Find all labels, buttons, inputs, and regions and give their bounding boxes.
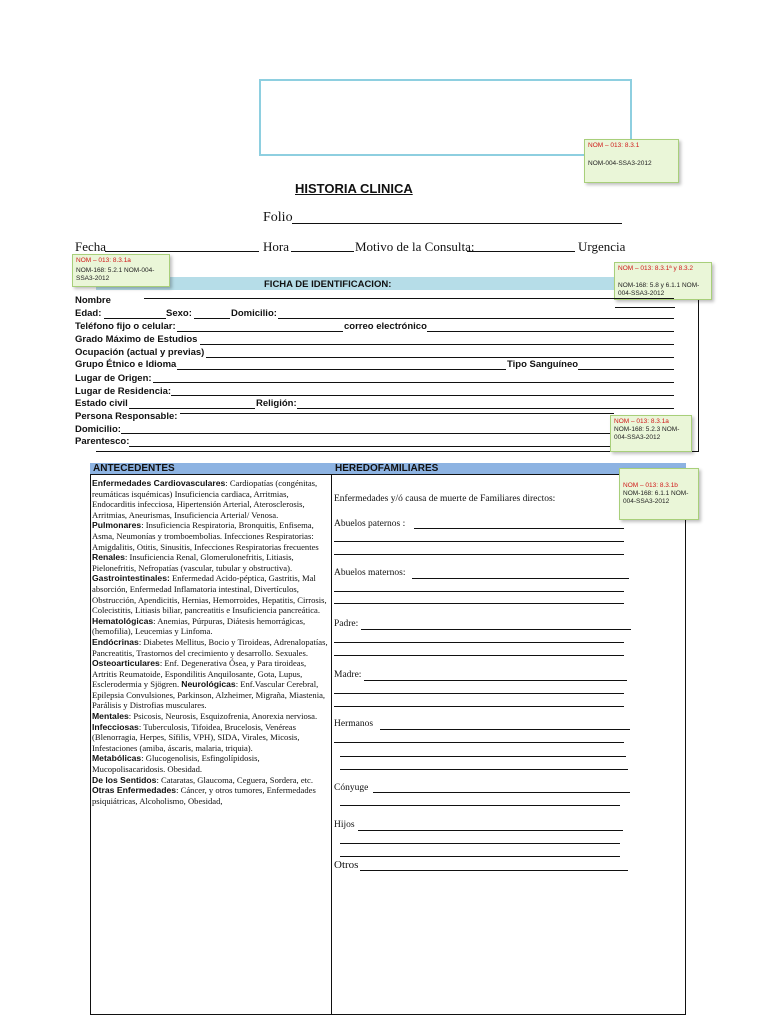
maternos-line-2[interactable] bbox=[334, 591, 624, 592]
origen-field[interactable] bbox=[153, 382, 674, 383]
hijos-line-2[interactable] bbox=[340, 843, 620, 844]
osteo-text: : Enf. Degenerativa Ósea, y Para tiroideas, Artritis Reumatoide, Espondilitis Anquilosante, Gota, Lupus, Esclerodermia y Sjögren. bbox=[92, 658, 307, 690]
renal-text: : Insuficiencia Renal, Glomerulonefritis, Litiasis, Pielonefritis, Nefropatías (vascular, tubular y obstructiva). bbox=[92, 552, 294, 573]
ficha-header: FICHA DE IDENTIFICACION: bbox=[264, 279, 392, 290]
hijos-line-1[interactable] bbox=[358, 830, 623, 831]
hijos-line-3[interactable] bbox=[340, 856, 620, 857]
domicilio-field[interactable] bbox=[278, 318, 674, 319]
paternos-line-1[interactable] bbox=[414, 528, 624, 529]
madre-line-3[interactable] bbox=[334, 706, 624, 707]
renal-heading: Renales bbox=[92, 552, 125, 563]
osteo-heading: Osteoarticulares bbox=[92, 658, 160, 669]
motivo-field[interactable] bbox=[467, 251, 575, 252]
grado-field[interactable] bbox=[200, 344, 674, 345]
ocupacion-label: Ocupación (actual y previas) bbox=[75, 347, 205, 358]
pulmo-text: : Insuficiencia Respiratoria, Bronquitis, Enfisema, Asma, Neumonías y tromboembolias. Infecciones Respiratorias: Amigdalitis, Otitis, Sinusitis, Infecciones Respiratorias frecuentes bbox=[92, 520, 319, 552]
note-1-reference: NOM – 013: 8.3.1 bbox=[588, 142, 640, 149]
note-2-reference: NOM – 013: 8.3.1a bbox=[76, 257, 131, 264]
madre-label: Madre: bbox=[334, 670, 362, 680]
conyuge-line-1[interactable] bbox=[373, 792, 630, 793]
edad-field[interactable] bbox=[104, 318, 166, 319]
note-1-standard: NOM-004-SSA3-2012 bbox=[588, 160, 652, 167]
infec-heading: Infecciosas bbox=[92, 721, 139, 732]
maternos-line-3[interactable] bbox=[334, 603, 624, 604]
nombre-field-2[interactable] bbox=[615, 307, 675, 308]
nombre-label: Nombre bbox=[75, 295, 111, 306]
note-3-reference: NOM – 013: 8.3.1ª y 8.3.2 bbox=[618, 265, 694, 272]
fecha-label: Fecha bbox=[75, 239, 107, 254]
fecha-field[interactable] bbox=[105, 251, 259, 252]
estado-civil-label: Estado civil bbox=[75, 398, 128, 409]
mental-heading: Mentales bbox=[92, 711, 129, 722]
mental-text: : Psicosis, Neurosis, Esquizofrenia, Anorexia nerviosa. bbox=[128, 711, 318, 722]
hema-heading: Hematológicas bbox=[92, 615, 154, 626]
ocupacion-field[interactable] bbox=[206, 357, 674, 358]
parentesco-label: Parentesco: bbox=[75, 436, 130, 447]
nombre-field[interactable] bbox=[144, 298, 674, 299]
document-title: HISTORIA CLINICA bbox=[295, 181, 413, 196]
meta-heading: Metabólicas bbox=[92, 753, 142, 764]
hermanos-line-4[interactable] bbox=[340, 769, 628, 770]
antecedentes-list bbox=[92, 478, 332, 806]
folio-field[interactable] bbox=[292, 223, 622, 224]
heredo-intro: Enfermedades y/ó causa de muerte de Familiares directos: bbox=[334, 494, 556, 504]
nom-note-4 bbox=[610, 415, 692, 452]
note-5-standard: NOM-168: 6.1.1 NOM-004-SSA3-2012 bbox=[623, 490, 689, 505]
correo-label: correo electrónico bbox=[344, 321, 427, 332]
hema-text: : Anemias, Púrpuras, Diátesis hemorrágicas, (hemofilia), Leucemias y Linfoma. bbox=[92, 615, 306, 637]
hermanos-line-3[interactable] bbox=[340, 756, 626, 757]
responsable-label: Persona Responsable: bbox=[75, 411, 178, 422]
telefono-field[interactable] bbox=[177, 331, 343, 332]
note-2-standard: NOM-168: 5.2.1 NOM-004-SSA3-2012 bbox=[76, 267, 155, 282]
conyuge-line-2[interactable] bbox=[340, 805, 620, 806]
logo-placeholder bbox=[259, 79, 632, 156]
grupo-field[interactable] bbox=[177, 369, 506, 370]
meta-text: : Glucogenolisis, Esfingolípidosis, Mucopolisacaridosis. Obesidad. bbox=[92, 753, 260, 775]
nom-note-2 bbox=[72, 254, 170, 287]
neuro-text: : Enf.Vascular Cerebral, Epilepsia Convulsiones, Parkinson, Alzheimer, Migraña, Miastenia, Parálisis y Distrofias musculares. bbox=[92, 679, 326, 711]
sexo-field[interactable] bbox=[194, 318, 230, 319]
heredofamiliares-header: HEREDOFAMILIARES bbox=[332, 463, 686, 475]
hermanos-label: Hermanos bbox=[334, 719, 374, 729]
religion-field[interactable] bbox=[297, 408, 674, 409]
origen-label: Lugar de Origen: bbox=[75, 373, 152, 384]
nom-note-3 bbox=[614, 262, 712, 300]
sexo-label: Sexo: bbox=[166, 308, 192, 319]
otras-text: : Cáncer, y otros tumores, Enfermedades psiquiátricas, Alcoholismo, Obesidad, bbox=[92, 785, 316, 806]
madre-line-2[interactable] bbox=[334, 693, 624, 694]
note-4-reference: NOM – 013: 8.3.1a bbox=[614, 418, 669, 425]
edad-label: Edad: bbox=[75, 308, 102, 319]
neuro-heading: Neurológicas bbox=[181, 679, 236, 690]
otros-line-1[interactable] bbox=[360, 870, 628, 871]
hijos-label: Hijos bbox=[334, 820, 355, 830]
padre-line-2[interactable] bbox=[334, 642, 624, 643]
endo-heading: Endócrinas bbox=[92, 636, 139, 647]
folio-label: Folio bbox=[263, 210, 293, 225]
tipo-sanguineo-label: Tipo Sanguíneo bbox=[507, 359, 579, 370]
hermanos-line-1[interactable] bbox=[380, 729, 630, 730]
conyuge-label: Cónyuge bbox=[334, 783, 369, 793]
cardio-text: : Cardiopatías (congénitas, reumáticas isquémicas) Insuficiencia cardiaca, Arritmias, Endocarditis infecciosa, Hipertensión Arterial, Aterosclerosis, Arritmias, Aneurismas, Insuficiencia Arterial/ Venosa. bbox=[92, 478, 318, 520]
paternos-line-3[interactable] bbox=[334, 554, 624, 555]
padre-label: Padre: bbox=[334, 619, 359, 629]
ficha-header-bar bbox=[96, 277, 698, 290]
residencia-field[interactable] bbox=[171, 395, 674, 396]
telefono-label: Teléfono fijo o celular: bbox=[75, 321, 176, 332]
sent-heading: De los Sentidos bbox=[92, 774, 157, 785]
note-5-reference: NOM – 013: 8.3.1b bbox=[623, 482, 678, 489]
antecedentes-header: ANTECEDENTES bbox=[90, 463, 332, 475]
pulmo-heading: Pulmonares bbox=[92, 520, 142, 531]
gastro-heading: Gastrointestinales: bbox=[92, 573, 170, 584]
hermanos-line-2[interactable] bbox=[334, 742, 624, 743]
grupo-label: Grupo Étnico e Idioma bbox=[75, 359, 177, 370]
responsable-field[interactable] bbox=[180, 413, 614, 414]
hora-field[interactable] bbox=[291, 251, 354, 252]
madre-line-1[interactable] bbox=[364, 680, 627, 681]
otros-label: Otros bbox=[334, 859, 359, 871]
correo-field[interactable] bbox=[427, 331, 674, 332]
paternos-line-2[interactable] bbox=[334, 541, 624, 542]
motivo-label: Motivo de la Consulta: bbox=[355, 239, 475, 254]
grado-label: Grado Máximo de Estudios bbox=[75, 334, 198, 345]
gastro-text: Enfermedad Acido-péptica, Gastritis, Mal absorción, Enfermedad Inflamatoria intestinal, Divertículos, Obstrucción, Apendicitis, Hernias, Hemorroides, Hepatitis, Cirrosis, Colecistitis, Litiasis biliar, pancreatitis e Insuficiencia pancreática. bbox=[92, 573, 327, 616]
domicilio-label: Domicilio: bbox=[231, 308, 277, 319]
estado-civil-field[interactable] bbox=[129, 408, 255, 409]
religion-label: Religión: bbox=[256, 398, 297, 409]
cardio-heading: Enfermedades Cardiovasculares bbox=[92, 478, 226, 488]
sent-text: : Cataratas, Glaucoma, Ceguera, Sordera, etc. bbox=[156, 774, 313, 785]
nom-note-1 bbox=[584, 139, 679, 183]
domicilio-responsable-label: Domicilio: bbox=[75, 424, 121, 435]
tipo-sanguineo-field[interactable] bbox=[578, 369, 674, 370]
infec-text: : Tuberculosis, Tifoidea, Brucelosis, Venéreas (Blenorragia, Herpes, Sífilis, VPH), SIDA, Virales, Micosis, Infestaciones (amiba, áscaris, malaria, triquia). bbox=[92, 721, 300, 753]
padre-line-1[interactable] bbox=[361, 629, 631, 630]
padre-line-3[interactable] bbox=[334, 655, 624, 656]
note-3-standard: NOM-168: 5.8 y 6.1.1 NOM-004-SSA3-2012 bbox=[618, 282, 700, 297]
urgencia-label: Urgencia bbox=[578, 239, 626, 254]
note-4-standard: NOM-168: 5.2.3 NOM-004-SSA3-2012 bbox=[614, 426, 680, 441]
maternos-line-1[interactable] bbox=[412, 578, 629, 579]
parentesco-field[interactable] bbox=[129, 446, 611, 447]
endo-text: : Diabetes Mellitus, Bocio y Tiroideas, Adrenalopatías, Pancreatitis, Trastornos del crecimiento y desarrollo. Sexuales. bbox=[92, 636, 328, 658]
otras-heading: Otras Enfermedades bbox=[92, 785, 177, 796]
hora-label: Hora bbox=[263, 239, 289, 254]
residencia-label: Lugar de Residencia: bbox=[75, 386, 172, 397]
domicilio-responsable-field[interactable] bbox=[121, 433, 611, 434]
nom-note-5 bbox=[619, 468, 699, 520]
paternos-label: Abuelos paternos : bbox=[334, 519, 406, 529]
ficha-frame bbox=[96, 277, 699, 452]
maternos-label: Abuelos maternos: bbox=[334, 568, 406, 578]
